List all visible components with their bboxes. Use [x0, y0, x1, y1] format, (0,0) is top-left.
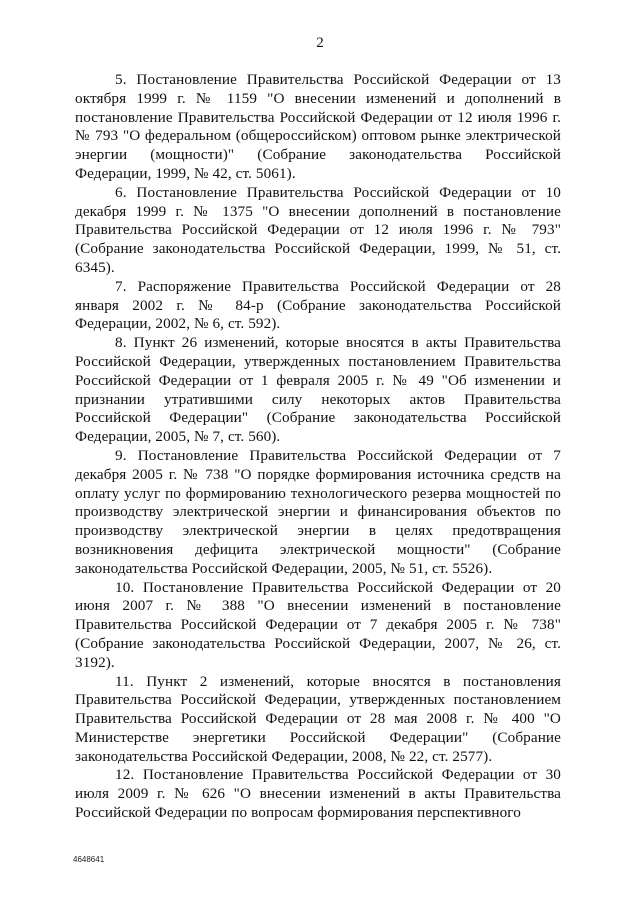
page-number: 2 [316, 35, 324, 51]
list-item: 5. Постановление Правительства Российской Федерации от 13 октября 1999 г. № 1159 "О внесении изменений и дополнений в постановление Правительства Российской Федерации от 12 июля 1996 г. № 793 "О федеральном (общероссийском) оптовом рынке электрической энергии (мощности)" (Собрание законодательства Российской Федерации, 1999, № 42, ст. 5061). [75, 71, 561, 182]
list-item: 6. Постановление Правительства Российской Федерации от 10 декабря 1999 г. № 1375 "О внесении дополнений в постановление Правительства Российской Федерации от 12 июля 1996 г. № 793" (Собрание законодательства Российской Федерации, 1999, № 51, ст. 6345). [75, 183, 561, 276]
list-item: 12. Постановление Правительства Российской Федерации от 30 июля 2009 г. № 626 "О внесении изменений в акты Правительства Российской Федерации по вопросам формирования перспективного [75, 766, 561, 822]
list-item: 8. Пункт 26 изменений, которые вносятся в акты Правительства Российской Федерации, утвержденных постановлением Правительства Российской Федерации от 1 февраля 2005 г. № 49 "Об изменении и признании утратившими силу некоторых актов Правительства Российской Федерации" (Собрание законодательства Российской Федерации, 2005, № 7, ст. 560). [75, 334, 561, 446]
list-item: 11. Пункт 2 изменений, которые вносятся в постановления Правительства Российской Федерации, утвержденных постановлением Правительства Российской Федерации от 28 мая 2008 г. № 400 "О Министерстве энергетики Российской Федерации" (Собрание законодательства Российской Федерации, 2008, № 22, ст. 2577). [75, 672, 561, 765]
document-id: 4648641 [73, 855, 105, 864]
list-item: 9. Постановление Правительства Российской Федерации от 7 декабря 2005 г. № 738 "О порядке формирования источника средств на оплату услуг по формированию технологического резерва мощностей по производству электрической энергии и финансирования объектов по производству электрической энергии в целях предотвращения возникновения дефицита электрической мощности" (Собрание законодательства Российской Федерации, 2005, № 51, ст. 5526). [75, 446, 561, 577]
list-item: 7. Распоряжение Правительства Российской Федерации от 28 января 2002 г. № 84-р (Собрание законодательства Российской Федерации, 2002, № 6, ст. 592). [75, 277, 561, 333]
list-item: 10. Постановление Правительства Российской Федерации от 20 июня 2007 г. № 388 "О внесении изменений в постановление Правительства Российской Федерации от 7 декабря 2005 г. № 738" (Собрание законодательства Российской Федерации, 2007, № 26, ст. 3192). [75, 578, 561, 671]
document-body [75, 71, 561, 823]
